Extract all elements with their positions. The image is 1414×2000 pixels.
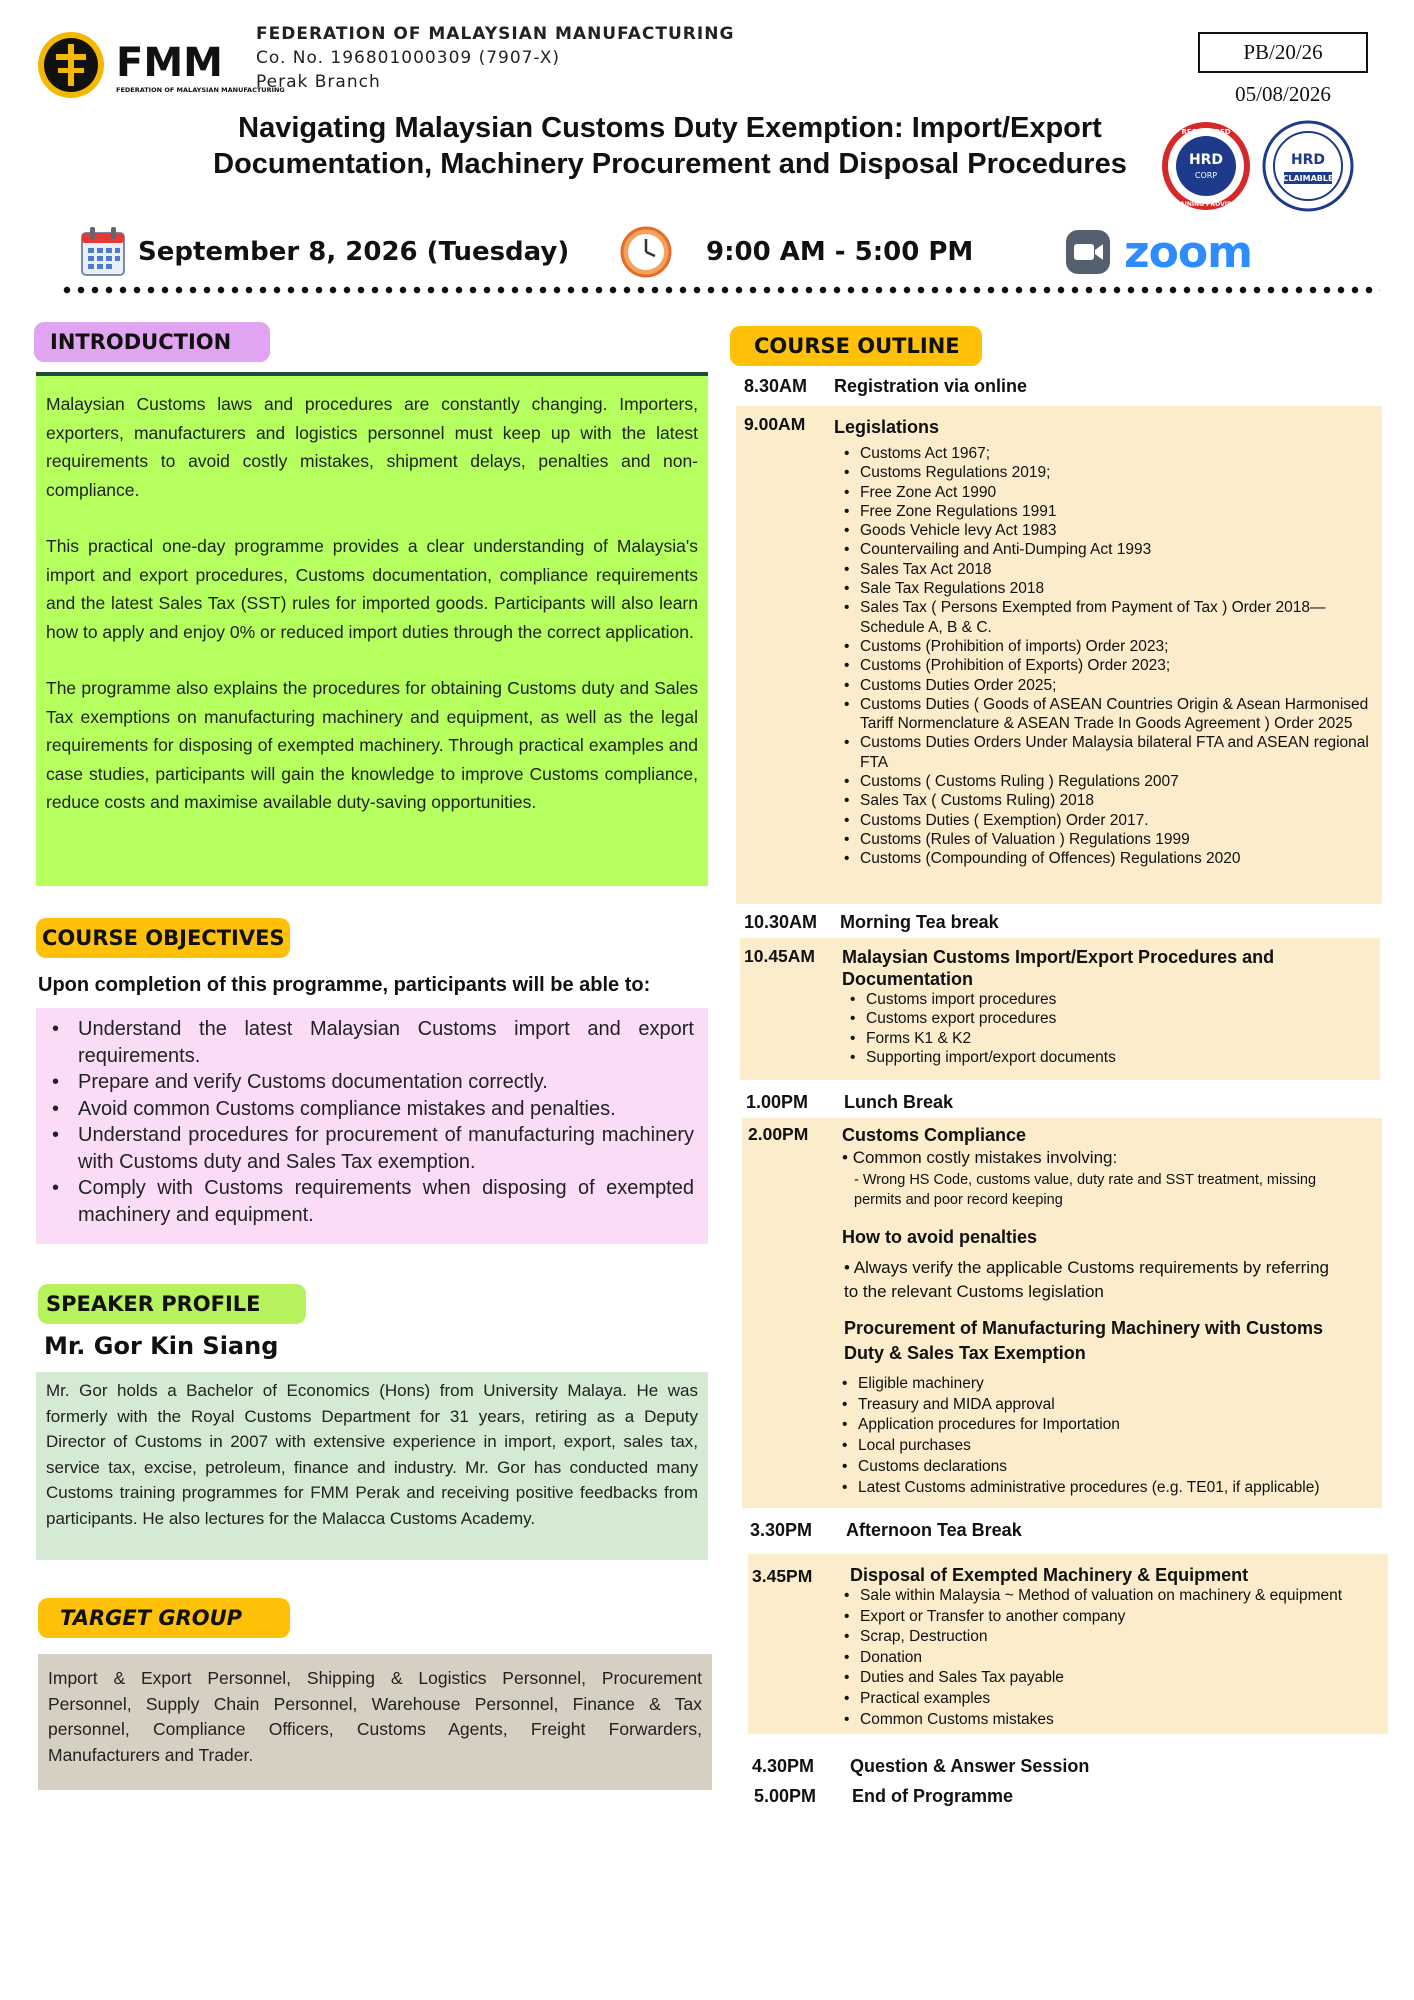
video-camera-icon: [1066, 230, 1110, 274]
svg-text:CLAIMABLE: CLAIMABLE: [1282, 174, 1334, 183]
target-heading: TARGET GROUP: [38, 1598, 290, 1638]
org-company-number: Co. No. 196801000309 (7907-X): [256, 48, 561, 68]
schedule-time: 4.30PM: [752, 1756, 815, 1776]
objectives-lead: Upon completion of this programme, participants will be able to:: [38, 974, 651, 996]
org-branch: Perak Branch: [256, 72, 381, 92]
schedule-title: Legislations: [834, 417, 940, 437]
procedure-item: • Customs import procedures: [846, 990, 1366, 1009]
schedule-title: Question & Answer Session: [850, 1756, 1090, 1776]
legislation-list: [840, 444, 1374, 869]
penalties-title: How to avoid penalties: [842, 1227, 1038, 1247]
disposal-list: [840, 1586, 1386, 1730]
introduction-heading: INTRODUCTION: [34, 322, 270, 362]
legislation-item: • Customs (Prohibition of Exports) Order 2023;: [840, 656, 1374, 675]
schedule-title: Registration via online: [834, 376, 1028, 396]
legislation-item: • Countervailing and Anti-Dumping Act 1993: [840, 540, 1374, 559]
issue-date: 05/08/2026: [1235, 82, 1331, 106]
objective-item: • Avoid common Customs compliance mistakes and penalties.: [46, 1096, 694, 1123]
bullet-icon: •: [842, 1148, 853, 1167]
schedule-time: 9.00AM: [744, 414, 806, 434]
svg-text:TRAINING PROVIDER: TRAINING PROVIDER: [1171, 201, 1241, 208]
event-time: 9:00 AM - 5:00 PM: [706, 237, 974, 267]
schedule-compliance: [742, 1118, 1382, 1508]
org-name: FEDERATION OF MALAYSIAN MANUFACTURING: [256, 24, 735, 44]
procurement-item: • Application procedures for Importation: [838, 1415, 1378, 1436]
speaker-name: Mr. Gor Kin Siang: [44, 1332, 279, 1360]
disposal-item: • Sale within Malaysia ~ Method of valuation on machinery & equipment: [840, 1586, 1386, 1607]
organisation-block: [256, 22, 734, 94]
schedule-morning-tea: [744, 912, 999, 933]
objective-item: • Understand procedures for procurement of manufacturing machinery with Customs duty and Sales Tax exemption.: [46, 1122, 694, 1175]
logo-subtext: FEDERATION OF MALAYSIAN MANUFACTURING: [116, 86, 285, 94]
legislation-item: • Customs Duties Order 2025;: [840, 676, 1374, 695]
zoom-logo: zoom: [1124, 226, 1252, 278]
procedures-list: [846, 990, 1366, 1067]
target-group-text: Import & Export Personnel, Shipping & Logistics Personnel, Procurement Personnel, Supply Chain Personnel, Warehouse Personnel, Finance & Tax personnel, Compliance Officers, Customs Agents, Freight Forwarders, Manufacturers and Trader.: [38, 1654, 712, 1790]
speaker-heading: SPEAKER PROFILE: [38, 1284, 306, 1324]
legislation-item: • Customs (Rules of Valuation ) Regulations 1999: [840, 830, 1374, 849]
schedule-lunch: [746, 1092, 953, 1113]
event-time-item: [620, 224, 973, 280]
schedule-time: 3.30PM: [750, 1520, 813, 1540]
legislation-item: • Customs Duties ( Exemption) Order 2017.: [840, 811, 1374, 830]
mistakes-detail: - Wrong HS Code, customs value, duty rate and SST treatment, missing permits and poor record keeping: [854, 1172, 1317, 1208]
schedule-title: Malaysian Customs Import/Export Procedures and Documentation: [842, 947, 1275, 989]
hrd-corp-badges: [1160, 118, 1360, 218]
disposal-item: • Scrap, Destruction: [840, 1627, 1386, 1648]
procurement-item: • Treasury and MIDA approval: [838, 1395, 1378, 1416]
schedule-title: Customs Compliance: [842, 1125, 1027, 1145]
introduction-panel: [36, 372, 708, 886]
introduction-paragraph: The programme also explains the procedures for obtaining Customs duty and Sales Tax exemptions on manufacturing machinery and equipment, as well as the legal requirements for disposing of exempted machinery. Through practical examples and case studies, participants will gain the knowledge to improve Customs compliance, reduce costs and maximise available duty-saving opportunities.: [46, 678, 698, 812]
reference-number: PB/20/26: [1198, 32, 1368, 73]
schedule-time: 3.45PM: [752, 1566, 813, 1586]
schedule-time: 8.30AM: [744, 376, 808, 396]
schedule-title: Morning Tea break: [840, 912, 999, 932]
procurement-item: • Local purchases: [838, 1436, 1378, 1457]
legislation-item: • Free Zone Act 1990: [840, 483, 1374, 502]
programme-title: Navigating Malaysian Customs Duty Exemption: Import/Export Documentation, Machinery Procurement and Disposal Procedures: [213, 112, 1127, 180]
procurement-item: • Eligible machinery: [838, 1374, 1378, 1395]
schedule-title: Afternoon Tea Break: [846, 1520, 1022, 1540]
calendar-icon: [80, 227, 126, 277]
procedure-item: • Customs export procedures: [846, 1009, 1366, 1028]
legislation-item: • Customs ( Customs Ruling ) Regulations 2007: [840, 772, 1374, 791]
schedule-title: Disposal of Exempted Machinery & Equipment: [850, 1565, 1249, 1585]
schedule-time: 5.00PM: [754, 1786, 817, 1806]
outline-heading: COURSE OUTLINE: [730, 326, 982, 366]
objectives-list: [46, 1016, 694, 1228]
event-platform-item: [1066, 224, 1252, 280]
event-info-row: [0, 224, 1414, 284]
procurement-item: • Latest Customs administrative procedures (e.g. TE01, if applicable): [838, 1478, 1378, 1499]
svg-text:HRD: HRD: [1290, 152, 1326, 168]
legislation-item: • Customs (Compounding of Offences) Regulations 2020: [840, 849, 1374, 868]
hrd-claimable-badge-icon: [1264, 122, 1352, 210]
schedule-afternoon-tea: [750, 1520, 1022, 1541]
schedule-title: Lunch Break: [844, 1092, 954, 1112]
legislation-item: • Free Zone Regulations 1991: [840, 502, 1374, 521]
legislation-item: • Goods Vehicle levy Act 1983: [840, 521, 1374, 540]
objective-item: • Prepare and verify Customs documentation correctly.: [46, 1069, 694, 1096]
dotted-divider: [60, 286, 1380, 294]
legislation-item: • Sales Tax ( Persons Exempted from Payment of Tax ) Order 2018—Schedule A, B & C.: [840, 598, 1374, 637]
clock-icon: [620, 226, 672, 278]
disposal-item: • Donation: [840, 1648, 1386, 1669]
legislation-item: • Sales Tax ( Customs Ruling) 2018: [840, 791, 1374, 810]
schedule-registration: [744, 376, 1027, 397]
introduction-paragraph: Malaysian Customs laws and procedures are constantly changing. Importers, exporters, manufacturers and logistics personnel must keep up with the latest requirements to avoid costly mistakes, shipment delays, penalties and non-compliance.: [46, 394, 698, 500]
schedule-title: End of Programme: [852, 1786, 1014, 1806]
event-date-item: [80, 224, 569, 280]
penalties-item: • Always verify the applicable Customs requirements by referring to the relevant Customs legislation: [844, 1258, 1329, 1301]
objective-item: • Comply with Customs requirements when disposing of exempted machinery and equipment.: [46, 1175, 694, 1228]
procedure-item: • Supporting import/export documents: [846, 1048, 1366, 1067]
objectives-panel: [36, 1008, 708, 1244]
schedule-qa: [752, 1756, 1089, 1777]
legislation-item: • Customs Act 1967;: [840, 444, 1374, 463]
schedule-disposal: [748, 1554, 1388, 1734]
svg-text:CORP: CORP: [1194, 171, 1218, 180]
fmm-logo: [36, 30, 285, 100]
legislation-item: • Customs Regulations 2019;: [840, 463, 1374, 482]
objective-item: • Understand the latest Malaysian Customs import and export requirements.: [46, 1016, 694, 1069]
mistakes-lead: Common costly mistakes involving:: [852, 1148, 1118, 1167]
disposal-item: • Duties and Sales Tax payable: [840, 1668, 1386, 1689]
procurement-item: • Customs declarations: [838, 1457, 1378, 1478]
schedule-time: 10.30AM: [744, 912, 818, 932]
speaker-bio: Mr. Gor holds a Bachelor of Economics (Hons) from University Malaya. He was formerly with the Royal Customs Department for 31 years, retiring as a Deputy Director of Customs in 2007 with extensive experience in import, export, sales tax, service tax, excise, petroleum, finance and industry. Mr. Gor has conducted many Customs training programmes for FMM Perak and receiving positive feedbacks from participants. He also lectures for the Malacca Customs Academy.: [36, 1372, 708, 1560]
procurement-list: [838, 1374, 1378, 1498]
logo-wordmark: FMM: [116, 40, 223, 86]
introduction-paragraph: This practical one-day programme provides a clear understanding of Malaysia's import and export procedures, Customs documentation, compliance requirements and the latest Sales Tax (SST) rules for imported goods. Participants will also learn how to apply and enjoy 0% or reduced import duties through the correct application.: [46, 536, 698, 642]
procurement-title: Procurement of Manufacturing Machinery with Customs Duty & Sales Tax Exemption: [844, 1318, 1324, 1363]
disposal-item: • Practical examples: [840, 1689, 1386, 1710]
svg-text:REGISTERED: REGISTERED: [1181, 128, 1231, 136]
schedule-end: [754, 1786, 1013, 1807]
legislation-item: • Customs Duties ( Goods of ASEAN Countries Origin & Asean Harmonised Tariff Normenclature & ASEAN Trade In Goods Agreement ) Order 2025: [840, 695, 1374, 734]
legislation-item: • Customs Duties Orders Under Malaysia bilateral FTA and ASEAN regional FTA: [840, 733, 1374, 772]
legislation-item: • Customs (Prohibition of imports) Order 2023;: [840, 637, 1374, 656]
svg-text:HRD: HRD: [1188, 152, 1224, 168]
event-date: September 8, 2026 (Tuesday): [138, 237, 570, 267]
disposal-item: • Export or Transfer to another company: [840, 1607, 1386, 1628]
legislation-item: • Sale Tax Regulations 2018: [840, 579, 1374, 598]
schedule-time: 10.45AM: [744, 946, 816, 966]
hrd-registered-badge-icon: [1162, 122, 1250, 210]
disposal-item: • Common Customs mistakes: [840, 1710, 1386, 1731]
objectives-heading: COURSE OBJECTIVES: [36, 918, 290, 958]
schedule-time: 2.00PM: [748, 1124, 809, 1144]
legislation-item: • Sales Tax Act 2018: [840, 560, 1374, 579]
schedule-time: 1.00PM: [746, 1092, 809, 1112]
procedure-item: • Forms K1 & K2: [846, 1029, 1366, 1048]
schedule-procedures: [740, 938, 1380, 1080]
schedule-legislations: [736, 406, 1382, 904]
